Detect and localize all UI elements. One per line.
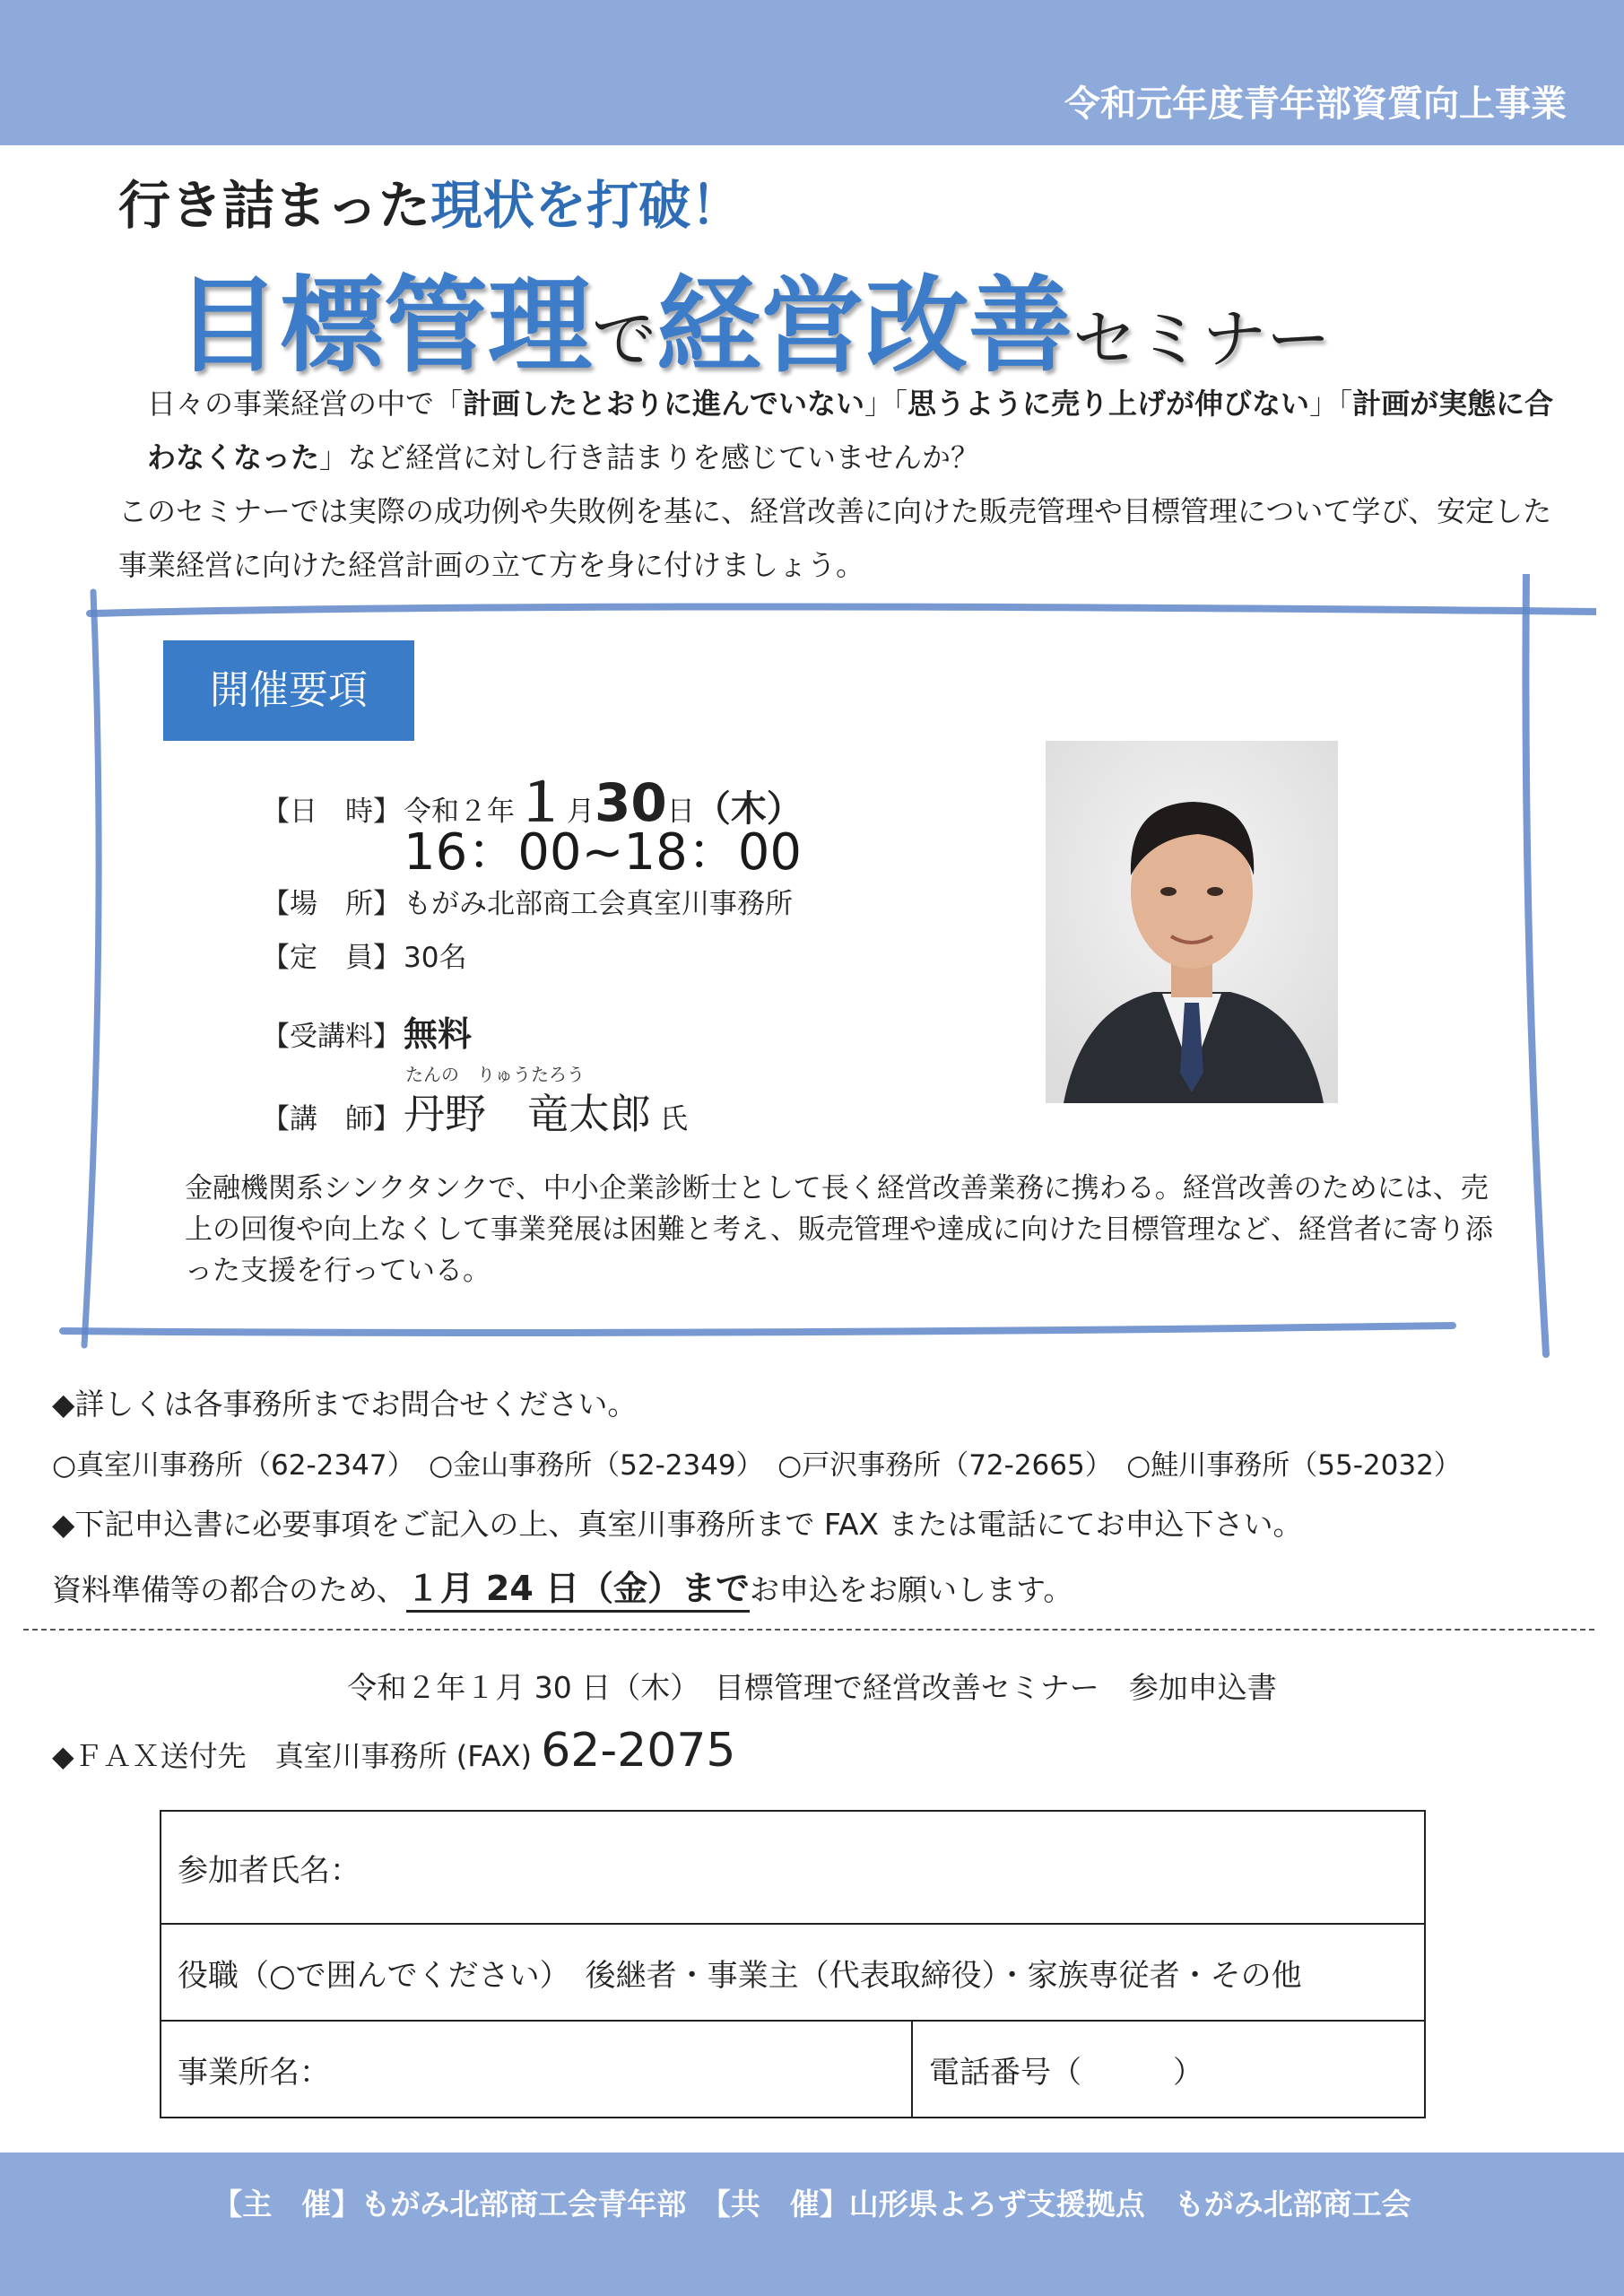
deadline-date: １月 24 日（金）まで [406, 1569, 750, 1613]
headline-part-3: 経営改善 [656, 265, 1073, 387]
lecturer-photo [1046, 741, 1338, 1103]
lecturer-suffix: 氏 [659, 1103, 688, 1135]
participant-name-field[interactable]: 参加者氏名： [161, 1811, 1425, 1924]
lecturer-row [262, 1082, 688, 1141]
intro-emphasis-3: 計画が実態に合わなくなった [147, 387, 1554, 474]
lecturer-ruby: たんの りゅうたろう [405, 1064, 585, 1085]
table-row [161, 1924, 1425, 2021]
role-field[interactable]: 役職（○で囲んでください） 後継者・事業主（代表取締役）・家族専従者・その他 [161, 1924, 1425, 2021]
footer-band [0, 2152, 1624, 2296]
lecturer-bio: 金融機関系シンクタンクで、中小企業診断士として長く経営改善業務に携わる。経営改善のためには、売上の回復や向上なくして事業発展は困難と考え、販売管理や達成に向けた目標管理など、経営者に寄り添った支援を行っている。 [185, 1172, 1493, 1287]
intro-text-run: 日々の事業経営の中で「 [147, 387, 464, 421]
fee-row [262, 1006, 472, 1056]
inquiry-text: ◆詳しくは各事務所までお問合せください。 [52, 1387, 638, 1422]
time-value: 16：00~18：00 [404, 823, 802, 882]
kicker-blue: 現状を打破！ [430, 175, 743, 236]
place-row [262, 881, 793, 921]
date-day-unit: 日 [666, 796, 695, 828]
intro-text-run: 」など経営に対し行き詰まりを感じていませんか？ [319, 440, 980, 474]
lecturer-label: 【講 師】 [262, 1103, 401, 1135]
apply-text: ◆下記申込書に必要事項をご記入の上、真室川事務所まで FAX または電話にてお申込下さい。 [52, 1507, 1303, 1542]
deadline-suffix: お申込をお願いします。 [750, 1572, 1073, 1607]
fax-label: ◆ＦＡＸ送付先 真室川事務所 (FAX) [52, 1739, 542, 1773]
cut-line [23, 1629, 1594, 1631]
form-title: 令和２年１月 30 日（木） 目標管理で経営改善セミナー 参加申込書 [347, 1670, 1277, 1705]
fee-value: 無料 [404, 1014, 473, 1054]
date-label: 【日 時】 [262, 796, 401, 828]
phone-field[interactable]: 電話番号（ ） [912, 2021, 1425, 2118]
intro-paragraph-1 [118, 377, 1562, 484]
headline-part-2: で [592, 301, 657, 377]
capacity-label: 【定 員】 [262, 942, 401, 974]
header-band-text: 令和元年度青年部資質向上事業 [1064, 83, 1567, 125]
date-weekday: （木） [694, 788, 803, 830]
table-row [161, 2021, 1425, 2118]
capacity-value: 30名 [404, 942, 467, 974]
kicker-title [118, 163, 743, 239]
date-month-unit: 月 [567, 796, 595, 828]
intro-text [118, 377, 1562, 592]
footer-organizers: 【主 催】もがみ北部商工会青年部 【共 催】山形県よろず支援拠点 もがみ北部商工会 [213, 2187, 1411, 2222]
deadline-prefix: 資料準備等の都合のため、 [52, 1572, 406, 1607]
intro-text-run: 」「 [864, 387, 908, 421]
place-value: もがみ北部商工会真室川事務所 [404, 888, 793, 920]
intro-emphasis-1: 計画したとおりに進んでいない [463, 387, 865, 421]
date-prefix: 令和２年 [404, 796, 515, 828]
place-label: 【場 所】 [262, 888, 401, 920]
kicker-dark: 行き詰まった [118, 175, 431, 236]
fee-label: 【受講料】 [262, 1021, 401, 1053]
intro-text-run: 」「 [1309, 387, 1353, 421]
headline-part-4: セミナー [1073, 301, 1332, 377]
intro-paragraph-2: このセミナーでは実際の成功例や失敗例を基に、経営改善に向けた販売管理や目標管理について学び、安定した事業経営に向けた経営計画の立て方を身に付けましょう。 [118, 494, 1552, 582]
date-month: １ [515, 772, 568, 833]
deadline-text [52, 1561, 1073, 1610]
intro-emphasis-2: 思うように売り上げが伸びない [908, 387, 1310, 421]
lecturer-name: 丹野 竜太郎 [404, 1090, 651, 1138]
fax-line [52, 1724, 736, 1778]
date-day: 30 [595, 772, 667, 833]
headline-part-1: 目標管理 [176, 265, 592, 387]
company-name-field[interactable]: 事業所名： [161, 2021, 912, 2118]
fax-number: 62-2075 [541, 1724, 736, 1778]
application-form [160, 1810, 1426, 2118]
capacity-row [262, 935, 466, 975]
table-row [161, 1811, 1425, 1924]
office-list: ○真室川事務所（62-2347） ○金山事務所（52-2349） ○戸沢事務所（72-2665） ○鮭川事務所（55-2032） [52, 1449, 1462, 1482]
details-tag: 開催要項 [163, 640, 414, 741]
main-headline [176, 242, 1331, 392]
